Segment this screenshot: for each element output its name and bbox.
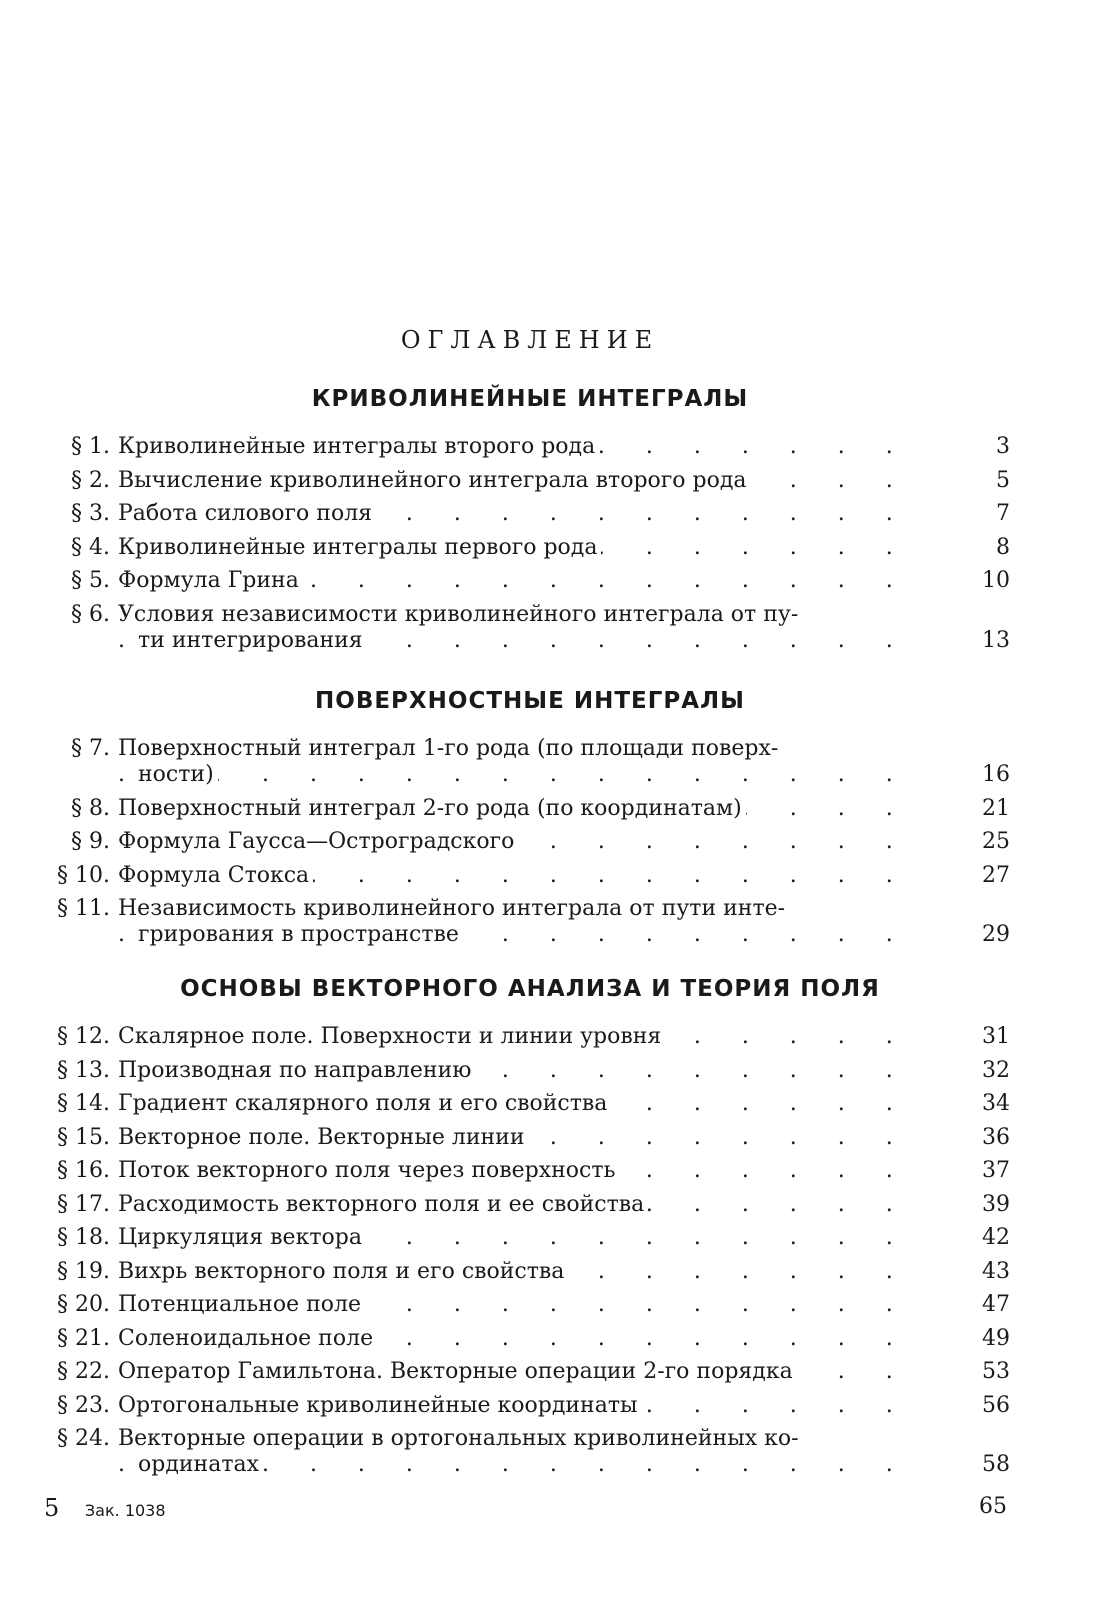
- entry-title-line: Векторные операции в ортогональных криволинейных ко-: [118, 1426, 803, 1451]
- entry-title: [118, 535, 928, 561]
- footer: [44, 1494, 166, 1522]
- entry-page-number: 5: [996, 467, 1010, 493]
- entry-page-number: 36: [982, 1124, 1010, 1150]
- footer-page-number: 65: [979, 1494, 1007, 1519]
- entry-title-line: Производная по направлению: [118, 1058, 475, 1083]
- entry-number: § 19.: [57, 1258, 110, 1284]
- entry-page-number: 53: [982, 1359, 1010, 1384]
- signature-mark: 5: [44, 1494, 60, 1522]
- entry-title: [118, 568, 928, 594]
- entry-number: § 8.: [71, 795, 110, 821]
- entry-page-number: 32: [982, 1057, 1010, 1083]
- entry-title: [118, 736, 928, 788]
- entry-number: § 21.: [57, 1325, 110, 1351]
- entry-title: [118, 1292, 928, 1318]
- entry-title-line: Формула Стокса: [118, 863, 313, 888]
- entry-title-line: Оператор Гамильтона. Векторные операции 2-го порядка: [118, 1359, 797, 1384]
- entry-page-number: 25: [982, 829, 1010, 854]
- entry-page-number: 37: [982, 1158, 1010, 1183]
- entry-title: [118, 863, 928, 889]
- entry-title: [118, 829, 928, 855]
- entry-page-number: 13: [982, 627, 1010, 653]
- section-heading: ПОВЕРХНОСТНЫЕ ИНТЕГРАЛЫ: [315, 688, 745, 714]
- entry-page-number: 56: [982, 1392, 1010, 1418]
- entry-title: [118, 1125, 928, 1151]
- entry-title-line: Работа силового поля: [118, 501, 376, 526]
- entry-title-line: ти интегрирования: [138, 628, 367, 653]
- entry-page-number: 49: [982, 1325, 1010, 1351]
- entry-number: § 11.: [57, 896, 110, 921]
- entry-page-number: 43: [982, 1258, 1010, 1284]
- entry-title-line: Расходимость векторного поля и ее свойства: [118, 1192, 648, 1217]
- entry-number: § 17.: [57, 1191, 110, 1217]
- entry-title: [118, 1225, 928, 1251]
- entry-title-line: Скалярное поле. Поверхности и линии уровня: [118, 1024, 665, 1049]
- entry-title-line: Соленоидальное поле: [118, 1326, 377, 1351]
- entry-number: § 7.: [71, 736, 110, 761]
- entry-title: [118, 1326, 928, 1352]
- entry-title-line: Поверхностный интеграл 2-го рода (по координатам): [118, 796, 746, 821]
- entry-page-number: 58: [982, 1452, 1010, 1477]
- entry-title-line: Формула Гаусса—Остроградского: [118, 829, 518, 854]
- entry-number: § 1.: [71, 434, 110, 459]
- entry-title-line: Формула Грина: [118, 568, 303, 593]
- entry-number: § 12.: [57, 1024, 110, 1049]
- entry-number: § 6.: [71, 601, 110, 627]
- entry-page-number: 7: [996, 501, 1010, 526]
- entry-page-number: 34: [982, 1091, 1010, 1116]
- entry-page-number: 21: [982, 795, 1010, 821]
- page-title: ОГЛАВЛЕНИЕ: [400, 326, 660, 354]
- entry-title-line: Поверхностный интеграл 1-го рода (по площади поверх-: [118, 736, 782, 761]
- entry-page-number: 27: [982, 862, 1010, 888]
- entry-title-line: Вихрь векторного поля и его свойства: [118, 1259, 568, 1284]
- entry-page-number: 8: [996, 534, 1010, 560]
- entry-title-line: Потенциальное поле: [118, 1292, 365, 1317]
- entry-title: [118, 468, 928, 494]
- entry-number: § 24.: [57, 1426, 110, 1451]
- entry-title: [118, 1091, 928, 1117]
- entry-title: [118, 434, 928, 460]
- entry-title: [118, 1158, 928, 1184]
- entry-title: [118, 896, 928, 948]
- entry-number: § 2.: [71, 467, 110, 493]
- entry-number: § 23.: [57, 1392, 110, 1418]
- entry-page-number: 10: [982, 568, 1010, 593]
- entry-title-line: Криволинейные интегралы второго рода: [118, 434, 599, 459]
- entry-page-number: 42: [982, 1225, 1010, 1250]
- entry-title: [118, 1259, 928, 1285]
- entry-title-line: Векторное поле. Векторные линии: [118, 1125, 529, 1150]
- entry-page-number: 29: [982, 922, 1010, 947]
- section-heading: КРИВОЛИНЕЙНЫЕ ИНТЕГРАЛЫ: [311, 386, 749, 412]
- entry-title-line: Градиент скалярного поля и его свойства: [118, 1091, 611, 1116]
- section-heading: ОСНОВЫ ВЕКТОРНОГО АНАЛИЗА И ТЕОРИЯ ПОЛЯ: [180, 976, 880, 1002]
- entry-title: [118, 1192, 928, 1218]
- entry-title-line: Ортогональные криволинейные координаты: [118, 1393, 642, 1418]
- entry-number: § 16.: [57, 1158, 110, 1183]
- entry-number: § 13.: [57, 1057, 110, 1083]
- entry-title-line: Независимость криволинейного интеграла от пути инте-: [118, 896, 789, 921]
- entry-title: [118, 1426, 928, 1478]
- entry-page-number: 3: [996, 434, 1010, 459]
- entry-title-line: грирования в пространстве: [138, 922, 463, 947]
- entry-page-number: 31: [982, 1024, 1010, 1049]
- entry-number: § 4.: [71, 534, 110, 560]
- entry-title: [118, 796, 928, 822]
- entry-title: [118, 602, 928, 654]
- entry-title-line: ординатах: [138, 1452, 263, 1477]
- entry-title-line: Вычисление криволинейного интеграла второго рода: [118, 468, 751, 493]
- entry-number: § 10.: [57, 862, 110, 888]
- entry-page-number: 16: [982, 762, 1010, 787]
- entry-page-number: 39: [982, 1191, 1010, 1217]
- entry-page-number: 47: [982, 1292, 1010, 1317]
- entry-title-line: Циркуляция вектора: [118, 1225, 366, 1250]
- order-number: Зак. 1038: [84, 1501, 166, 1520]
- entry-title-line: Криволинейные интегралы первого рода: [118, 535, 601, 560]
- entry-title: [118, 1024, 928, 1050]
- entry-number: § 14.: [57, 1091, 110, 1116]
- entry-title: [118, 1393, 928, 1419]
- entry-title: [118, 501, 928, 527]
- entry-number: § 18.: [57, 1225, 110, 1250]
- entry-number: § 15.: [57, 1124, 110, 1150]
- entry-title-line: Поток векторного поля через поверхность: [118, 1158, 620, 1183]
- entry-title-line: Условия независимости криволинейного интеграла от пу-: [118, 602, 802, 627]
- entry-number: § 3.: [71, 501, 110, 526]
- entry-number: § 20.: [57, 1292, 110, 1317]
- entry-number: § 22.: [57, 1359, 110, 1384]
- entry-title: [118, 1058, 928, 1084]
- entry-number: § 9.: [71, 829, 110, 854]
- entry-number: § 5.: [71, 568, 110, 593]
- entry-title-line: ности): [138, 762, 218, 787]
- entry-title: [118, 1359, 928, 1385]
